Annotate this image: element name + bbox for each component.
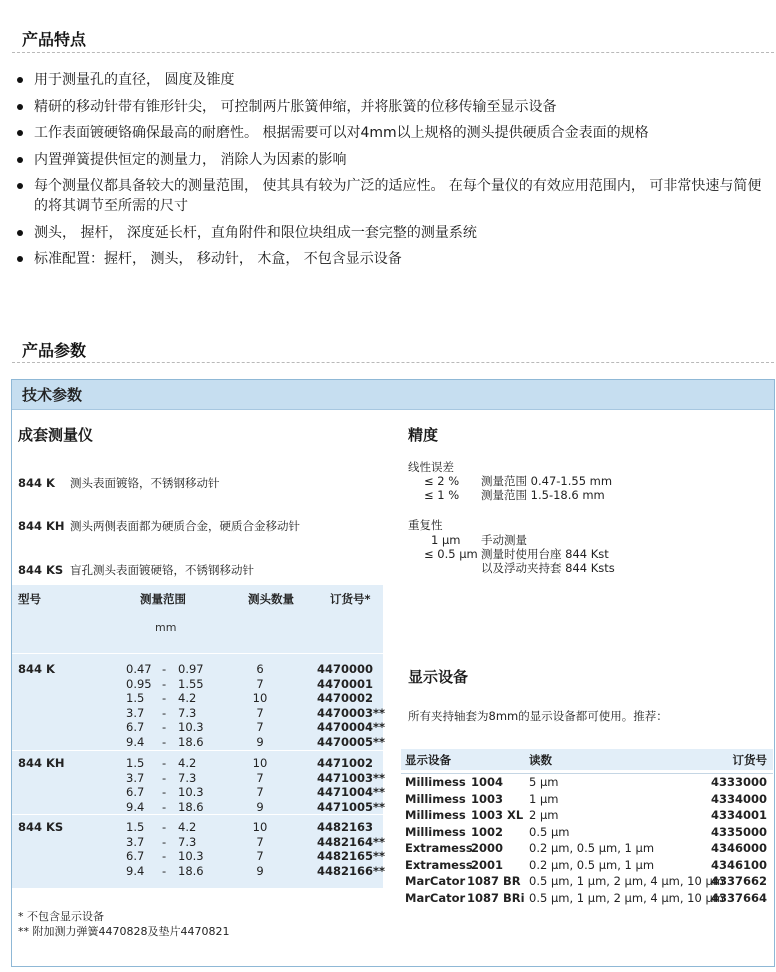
table-row: 0.95 - 1.55 7 4470001 <box>126 676 374 691</box>
table-row: 3.7 - 7.3 7 4471003** <box>126 770 386 785</box>
precision-title: 精度 <box>408 426 439 444</box>
sets-title: 成套测量仪 <box>18 426 94 444</box>
panel-title: 技术参数 <box>12 380 774 410</box>
linearity-text: 测量范围 1.5-18.6 mm <box>481 488 605 502</box>
table-row: 9.4 - 18.6 9 4482166** <box>126 863 386 878</box>
col-range: 测量范围 <box>140 592 186 606</box>
feature-item: 测头， 握杆， 深度延长杆，直角附件和限位块组成一套完整的测量系统 <box>14 223 770 243</box>
feature-item: 每个测量仪都具备较大的测量范围， 使其具有较为广泛的适应性。 在每个量仪的有效应用范围内， 可非常快速与简便的将其调节至所需的尺寸 <box>14 176 770 216</box>
feature-item: 内置弹簧提供恒定的测量力， 消除人为因素的影响 <box>14 150 770 170</box>
feature-item: 标准配置：握杆， 测头， 移动针， 木盒， 不包含显示设备 <box>14 249 770 269</box>
repeatability-value: 1 µm <box>431 533 461 547</box>
col-order: 订货号* <box>330 592 371 606</box>
feature-item: 工作表面镀硬铬确保最高的耐磨性。 根据需要可以对4mm以上规格的测头提供硬质合金表面的规格 <box>14 123 770 143</box>
features-title: 产品特点 <box>22 30 87 49</box>
table-row: Millimess 1002 0.5 µm 4335000 <box>405 824 767 839</box>
display-intro: 所有夹持轴套为8mm的显示设备都可使用。推荐： <box>408 709 668 723</box>
col-device: 显示设备 <box>405 753 451 767</box>
table-row: Millimess 1004 5 µm 4333000 <box>405 775 767 789</box>
col-reading: 读数 <box>529 753 552 767</box>
col-count: 测头数量 <box>248 592 294 606</box>
features-divider <box>12 52 774 53</box>
feature-item: 用于测量孔的直径， 圆度及锥度 <box>14 70 770 90</box>
params-divider <box>12 362 774 363</box>
table-row: Extramess 2001 0.2 µm, 0.5 µm, 1 µm 4346100 <box>405 857 767 872</box>
display-table-header <box>401 749 773 770</box>
display-title: 显示设备 <box>408 668 469 686</box>
table-row: Millimess 1003 1 µm 4334000 <box>405 791 767 806</box>
bullet-icon <box>17 157 23 163</box>
repeatability-text: 以及浮动夹持套 844 Ksts <box>481 561 615 575</box>
table-row: MarCator 1087 BR 0.5 µm, 1 µm, 2 µm, 4 µm, 10 µm 4337662 <box>405 874 767 888</box>
gauge-table-header <box>12 585 383 653</box>
repeatability-label: 重复性 <box>408 518 443 532</box>
bullet-icon <box>17 130 23 136</box>
gauge-table-body <box>12 654 386 888</box>
linearity-value: ≤ 2 % <box>424 474 460 488</box>
group-divider <box>12 814 383 815</box>
col-model: 型号 <box>18 592 41 606</box>
footnote: * 不包含显示设备 <box>18 910 104 923</box>
repeatability-text: 测量时使用台座 844 Kst <box>481 547 609 561</box>
table-row: 6.7 - 10.3 7 4482165** <box>126 849 386 863</box>
linearity-label: 线性误差 <box>408 460 454 474</box>
table-row: 1.5 - 4.2 10 4470002 <box>126 691 374 705</box>
bullet-icon <box>17 230 23 236</box>
col-range-unit: mm <box>155 621 177 634</box>
repeatability-value: ≤ 0.5 µm <box>424 547 478 561</box>
table-row: 9.4 - 18.6 9 4471005** <box>126 799 386 814</box>
table-row: 6.7 - 10.3 7 4471004** <box>126 785 386 799</box>
table-row: MarCator 1087 BRi 0.5 µm, 1 µm, 2 µm, 4 µm, 10 µm 4337664 <box>405 890 767 905</box>
feature-item: 精研的移动针带有锥形针尖， 可控制两片胀簧伸缩，并将胀簧的位移传输至显示设备 <box>14 97 770 117</box>
model-desc-row: 844 KS 盲孔测头表面镀硬铬，不锈钢移动针 <box>18 563 254 577</box>
bullet-icon <box>17 256 23 262</box>
linearity-value: ≤ 1 % <box>424 488 460 502</box>
repeatability-text: 手动测量 <box>481 533 527 547</box>
group-divider <box>12 750 383 751</box>
table-row: 844 K 0.47 - 0.97 6 4470000 <box>18 662 374 676</box>
bullet-icon <box>17 77 23 83</box>
tech-params-panel <box>11 379 775 967</box>
bullet-icon <box>17 104 23 110</box>
model-desc-row: 844 K 测头表面镀铬，不锈钢移动针 <box>18 476 220 490</box>
table-row: 844 KS 1.5 - 4.2 10 4482163 <box>18 820 374 834</box>
table-row: Millimess 1003 XL 2 µm 4334001 <box>405 808 767 822</box>
table-row: 844 KH 1.5 - 4.2 10 4471002 <box>18 756 374 770</box>
bullet-icon <box>17 183 23 189</box>
table-row: 3.7 - 7.3 7 4482164** <box>126 834 386 849</box>
footnote: ** 附加测力弹簧4470828及垫片4470821 <box>18 925 230 938</box>
table-row: 3.7 - 7.3 7 4470003** <box>126 705 386 720</box>
table-row: Extramess 2000 0.2 µm, 0.5 µm, 1 µm 4346000 <box>405 841 767 855</box>
model-desc-row: 844 KH 测头两侧表面都为硬质合金，硬质合金移动针 <box>18 519 300 533</box>
linearity-text: 测量范围 0.47-1.55 mm <box>481 474 613 488</box>
params-title: 产品参数 <box>22 341 87 360</box>
features-list <box>14 70 770 276</box>
table-row: 6.7 - 10.3 7 4470004** <box>126 720 386 734</box>
table-row: 9.4 - 18.6 9 4470005** <box>126 734 386 749</box>
col-order: 订货号 <box>732 753 767 767</box>
